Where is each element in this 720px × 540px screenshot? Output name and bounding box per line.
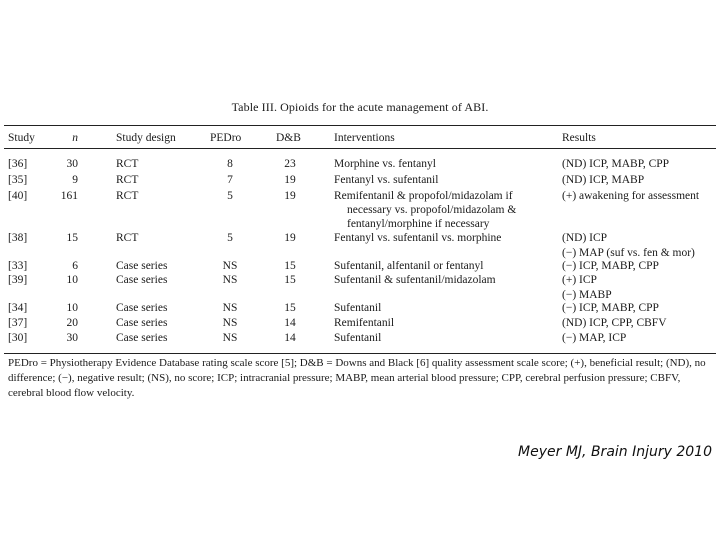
cell-interventions: Sufentanil [334, 302, 382, 314]
cell-pedro: 7 [227, 174, 233, 186]
cell-interventions: fentanyl/morphine if necessary [347, 218, 490, 230]
cell-db: 15 [284, 260, 296, 272]
header-n: n [72, 132, 78, 144]
cell-design: Case series [116, 317, 168, 329]
cell-pedro: NS [222, 274, 238, 286]
cell-study: [36] [8, 158, 28, 170]
cell-design: Case series [116, 260, 168, 272]
cell-n: 30 [66, 158, 78, 170]
cell-interventions: Remifentanil [334, 317, 395, 329]
cell-study: [33] [8, 260, 28, 272]
cell-db: 19 [284, 174, 296, 186]
cell-n: 10 [66, 302, 78, 314]
header-pedro: PEDro [210, 132, 242, 144]
cell-interventions: Sufentanil [334, 332, 382, 344]
cell-pedro: NS [222, 260, 238, 272]
cell-results: (+) awakening for assessment [562, 190, 700, 202]
cell-study: [39] [8, 274, 28, 286]
header-results: Results [562, 132, 596, 144]
cell-db: 19 [284, 232, 296, 244]
cell-interventions: Fentanyl vs. sufentanil [334, 174, 439, 186]
cell-results: (ND) ICP [562, 232, 608, 244]
cell-n: 15 [66, 232, 78, 244]
cell-n: 30 [66, 332, 78, 344]
cell-study: [40] [8, 190, 28, 202]
cell-db: 19 [284, 190, 296, 202]
table-caption: Table III. Opioids for the acute management of ABI. [231, 100, 489, 114]
bottom-rule [4, 353, 716, 354]
cell-design: Case series [116, 332, 168, 344]
cell-results: (−) ICP, MABP, CPP [562, 260, 659, 272]
cell-db: 14 [284, 317, 296, 329]
cell-db: 23 [284, 158, 296, 170]
cell-results: (−) MAP (suf vs. fen & mor) [562, 247, 695, 259]
cell-n: 161 [60, 190, 78, 202]
cell-results: (−) MAP, ICP [562, 332, 627, 344]
cell-pedro: 8 [227, 158, 233, 170]
cell-interventions: necessary vs. propofol/midazolam & [347, 204, 517, 216]
cell-results: (ND) ICP, CPP, CBFV [562, 317, 667, 329]
cell-results: (+) ICP [562, 274, 597, 286]
cell-study: [35] [8, 174, 28, 186]
opioids-table [4, 98, 716, 410]
cell-results: (−) MABP [562, 289, 612, 301]
cell-design: RCT [116, 174, 139, 186]
cell-pedro: NS [222, 302, 238, 314]
header-db: D&B [276, 132, 301, 144]
cell-pedro: 5 [227, 190, 233, 202]
cell-n: 10 [66, 274, 78, 286]
cell-study: [37] [8, 317, 28, 329]
cell-interventions: Remifentanil & propofol/midazolam if [334, 190, 513, 202]
cell-n: 20 [66, 317, 78, 329]
cell-study: [34] [8, 302, 28, 314]
cell-interventions: Fentanyl vs. sufentanil vs. morphine [334, 232, 502, 244]
cell-design: RCT [116, 158, 139, 170]
cell-db: 14 [284, 332, 296, 344]
cell-study: [38] [8, 232, 28, 244]
cell-interventions: Morphine vs. fentanyl [334, 158, 436, 170]
cell-design: RCT [116, 190, 139, 202]
cell-design: RCT [116, 232, 139, 244]
cell-interventions: Sufentanil & sufentanil/midazolam [334, 274, 496, 286]
citation-signature: Meyer MJ, Brain Injury 2010 [518, 444, 712, 460]
cell-pedro: NS [222, 332, 238, 344]
cell-results: (ND) ICP, MABP, CPP [562, 158, 670, 170]
header-interventions: Interventions [334, 132, 395, 144]
cell-pedro: 5 [227, 232, 233, 244]
header-rule [4, 148, 716, 149]
cell-results: (−) ICP, MABP, CPP [562, 302, 659, 314]
cell-n: 6 [72, 260, 78, 272]
header-study: Study [8, 132, 35, 144]
cell-db: 15 [284, 274, 296, 286]
header-design: Study design [116, 132, 176, 144]
cell-pedro: NS [222, 317, 238, 329]
cell-interventions: Sufentanil, alfentanil or fentanyl [334, 260, 484, 272]
table-footnote: PEDro = Physiotherapy Evidence Database rating scale score [5]; D&B = Downs and Black [6] quality assessment scale score; (+), beneficial result; (ND), no difference; (−), negative result; (NS), no score; ICP; intracranial pressure; MABP, mean arterial blood pressure; CPP, cerebral perfusion pressure; CBFV, cerebral blood flow velocity. [8, 357, 706, 399]
cell-study: [30] [8, 332, 28, 344]
cell-n: 9 [72, 174, 78, 186]
cell-results: (ND) ICP, MABP [562, 174, 645, 186]
cell-db: 15 [284, 302, 296, 314]
cell-design: Case series [116, 274, 168, 286]
top-rule [4, 125, 716, 126]
cell-design: Case series [116, 302, 168, 314]
